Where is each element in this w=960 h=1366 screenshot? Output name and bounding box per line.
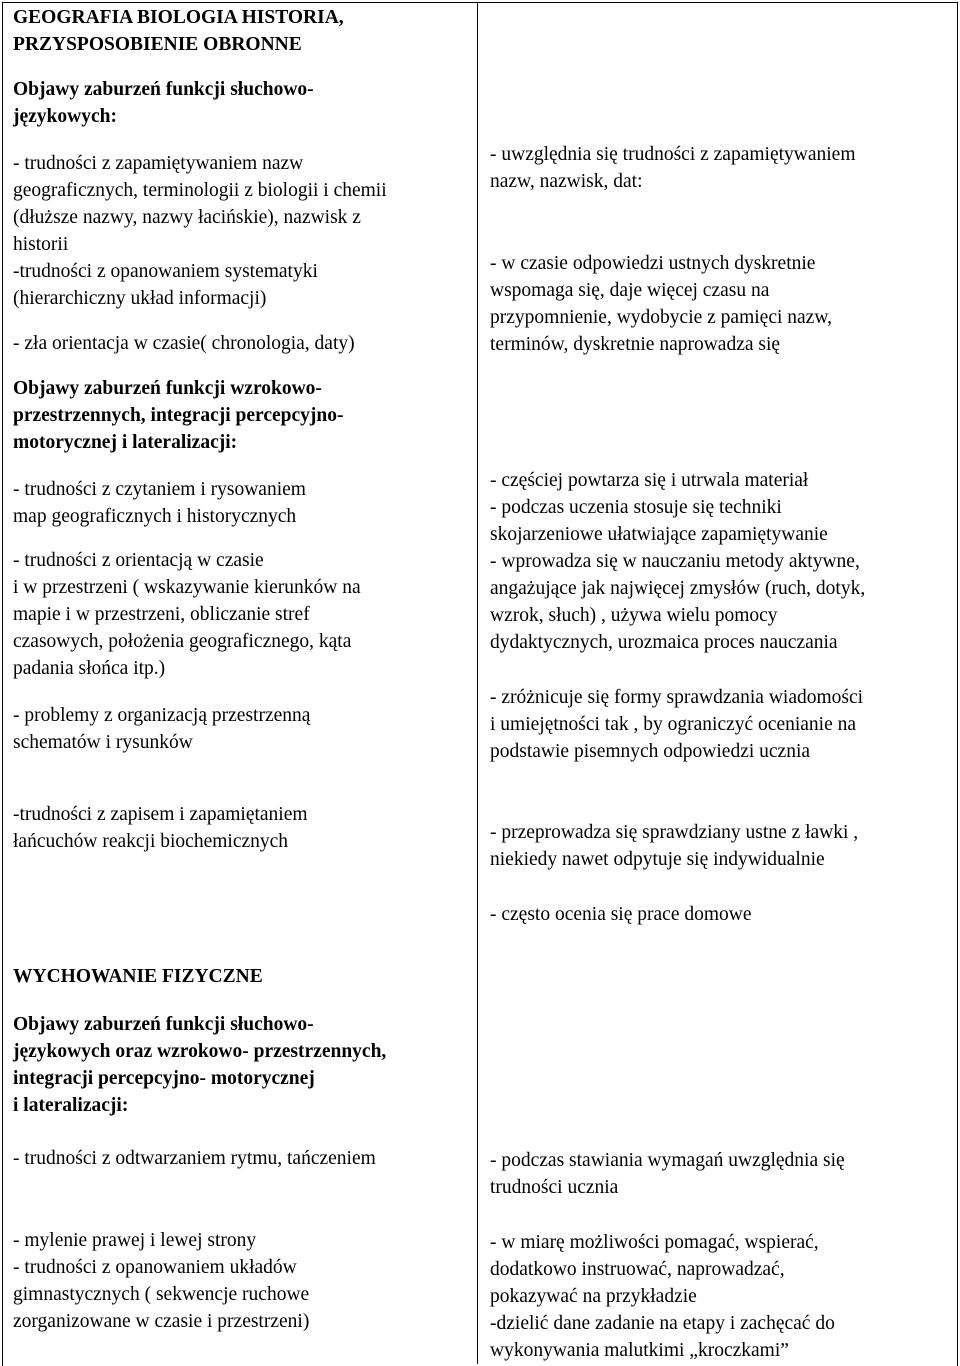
left-item-orientacja-czas: - zła orientacja w czasie( chronologia, daty) — [13, 333, 355, 354]
left-item-strony: - mylenie prawej i lewej strony - trudności z opanowaniem układów gimnastycznych ( sekwencje ruchowe zorganizowane w czasie i przestrzeni) — [13, 1230, 310, 1332]
block-title-sluchowo-jezykowe: Objawy zaburzeń funkcji słuchowo- językowych: — [13, 79, 314, 127]
right-item-pomagac: - w miarę możliwości pomagać, wspierać, dodatkowo instruować, naprowadzać, pokazywać na przykładzie -dzielić dane zadanie na etapy i zachęcać do wykonywania malutkimi „kroczkami” — [490, 1232, 835, 1361]
right-item-uwzglednia: - uwzględnia się trudności z zapamiętywaniem nazw, nazwisk, dat: — [490, 144, 856, 192]
left-item-mapy: - trudności z czytaniem i rysowaniem map geograficznych i historycznych — [13, 479, 306, 527]
right-item-sprawdzanie: - zróżnicuje się formy sprawdzania wiadomości i umiejętności tak , by ograniczyć ocenianie na podstawie pisemnych odpowiedzi ucznia — [490, 687, 864, 762]
right-item-sprawdziany-ustne: - przeprowadza się sprawdziany ustne z ławki , niekiedy nawet odpytuje się indywidualnie — [490, 822, 859, 870]
left-item-reakcje: -trudności z zapisem i zapamiętaniem łańcuchów reakcji biochemicznych — [13, 804, 308, 852]
right-item-prace-domowe: - często ocenia się prace domowe — [490, 904, 752, 925]
right-item-odpowiedzi-ustne: - w czasie odpowiedzi ustnych dyskretnie wspomaga się, daje więcej czasu na przypomnienie, wydobycie z pamięci nazw, terminów, dyskretnie naprowadza się — [490, 253, 833, 355]
section-heading-wf: WYCHOWANIE FIZYCZNE — [13, 966, 263, 987]
left-item-orientacja-przestrzen: - trudności z orientacją w czasie i w przestrzeni ( wskazywanie kierunków na mapie i w przestrzeni, obliczanie stref czasowych, położenia geograficznego, kąta padania słońca itp.) — [13, 550, 361, 679]
left-item-rytm: - trudności z odtwarzaniem rytmu, tańczeniem — [13, 1148, 376, 1169]
left-item-nazwy: - trudności z zapamiętywaniem nazw geograficznych, terminologii z biologii i chemii (dłuższe nazwy, nazwy łacińskie), nazwisk z historii -trudności z opanowaniem systematyki (hierarchiczny układ informacji) — [13, 153, 387, 309]
block-title-wf: Objawy zaburzeń funkcji słuchowo- językowych oraz wzrokowo- przestrzennych, integracji percepcyjno- motorycznej i lateralizacji: — [13, 1014, 387, 1116]
column-divider — [477, 2, 478, 1364]
section-heading-geografia: GEOGRAFIA BIOLOGIA HISTORIA, PRZYSPOSOBIENIE OBRONNE — [13, 7, 344, 55]
left-item-schematy: - problemy z organizacją przestrzenną schematów i rysunków — [13, 705, 311, 753]
right-item-powtarza: - częściej powtarza się i utrwala materiał - podczas uczenia stosuje się techniki skojarzeniowe ułatwiające zapamiętywanie - wprowadza się w nauczaniu metody aktywne, angażujące jak najwięcej zmysłów (ruch, dotyk, wzrok, słuch) , używa wielu pomocy dydaktycznych, urozmaica proces nauczania — [490, 470, 866, 653]
block-title-wzrokowo-przestrzenne: Objawy zaburzeń funkcji wzrokowo- przestrzennych, integracji percepcyjno- motorycznej i lateralizacji: — [13, 378, 344, 453]
right-item-wymagania: - podczas stawiania wymagań uwzględnia się trudności ucznia — [490, 1150, 845, 1198]
